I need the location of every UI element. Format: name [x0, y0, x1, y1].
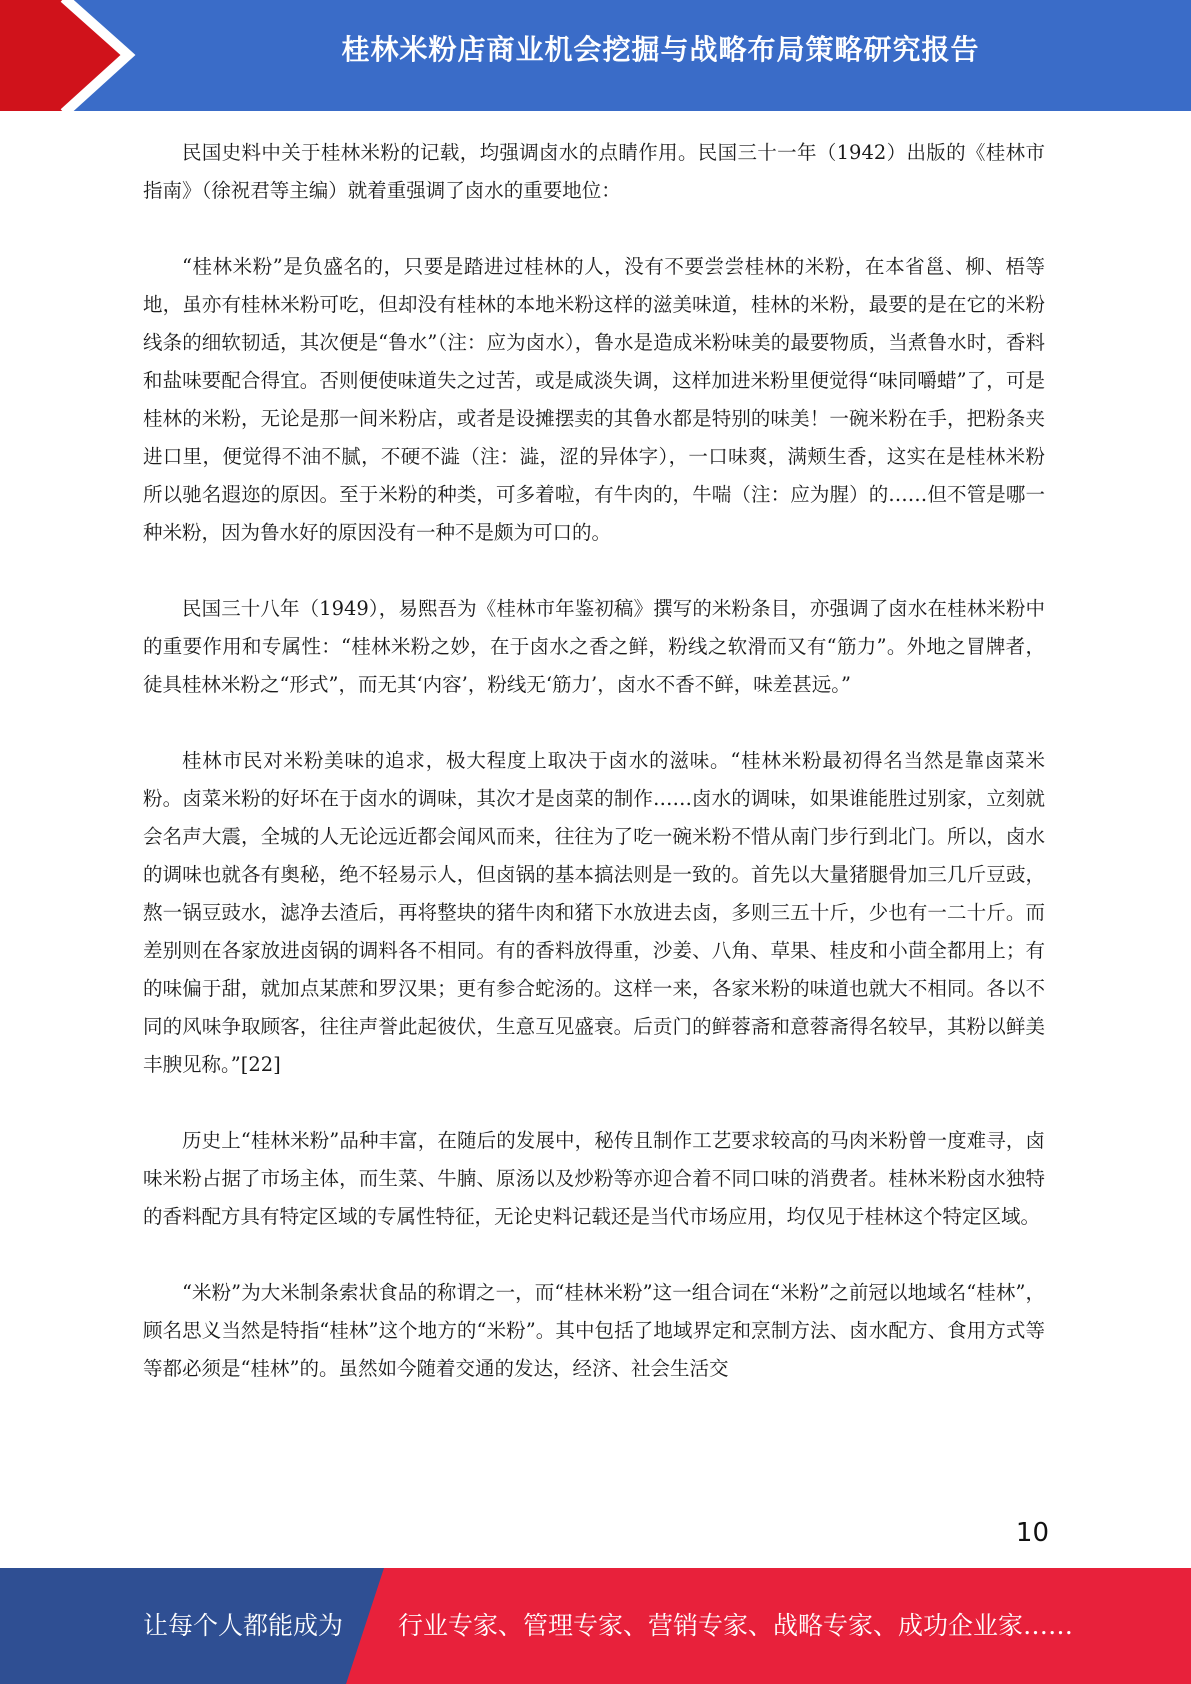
- paragraph: “米粉”为大米制条索状食品的称谓之一，而“桂林米粉”这一组合词在“米粉”之前冠以地域名“桂林”，顾名思义当然是特指“桂林”这个地方的“米粉”。其中包括了地域界定和烹制方法、卤水配方、食用方式等等都必须是“桂林”的。虽然如今随着交通的发达，经济、社会生活交: [143, 1281, 1045, 1380]
- footer-slogan-left: 让每个人都能成为: [143, 1611, 344, 1640]
- footer-slogan-right: 行业专家、管理专家、营销专家、战略专家、成功企业家……: [398, 1611, 1074, 1640]
- page-number: 10: [1015, 1518, 1049, 1548]
- paragraph: 桂林市民对米粉美味的追求，极大程度上取决于卤水的滋味。“桂林米粉最初得名当然是靠卤菜米粉。卤菜米粉的好坏在于卤水的调味，其次才是卤菜的制作……卤水的调味，如果谁能胜过别家，立刻就会名声大震，全城的人无论远近都会闻风而来，往往为了吃一碗米粉不惜从南门步行到北门。所以，卤水的调味也就各有奥秘，绝不轻易示人，但卤锅的基本搞法则是一致的。首先以大量猪腿骨加三几斤豆豉，熬一锅豆豉水，滤净去渣后，再将整块的猪牛肉和猪下水放进去卤，多则三五十斤，少也有一二十斤。而差别则在各家放进卤锅的调料各不相同。有的香料放得重，沙姜、八角、草果、桂皮和小茴全都用上；有的味偏于甜，就加点某蔗和罗汉果；更有参合蛇汤的。这样一来，各家米粉的味道也就大不相同。各以不同的风味争取顾客，往往声誉此起彼伏，生意互见盛衰。后贡门的鲜蓉斋和意蓉斋得名较早，其粉以鲜美丰腴见称。”[22]: [143, 749, 1045, 1076]
- paragraph: 民国三十八年（1949），易熙吾为《桂林市年鉴初稿》撰写的米粉条目，亦强调了卤水在桂林米粉中的重要作用和专属性：“桂林米粉之妙，在于卤水之香之鲜，粉线之软滑而又有“筋力”。外地之冒牌者，徒具桂林米粉之“形式”，而无其‘内容’，粉线无‘筋力’，卤水不香不鲜，味差甚远。”: [143, 597, 1045, 696]
- report-title: 桂林米粉店商业机会挖掘与战略布局策略研究报告: [341, 33, 980, 66]
- page-footer: [0, 1568, 1191, 1684]
- paragraph: 民国史料中关于桂林米粉的记载，均强调卤水的点睛作用。民国三十一年（1942）出版的《桂林市指南》（徐祝君等主编）就着重强调了卤水的重要地位：: [143, 141, 1045, 202]
- paragraph-quote: “桂林米粉”是负盛名的，只要是踏进过桂林的人，没有不要尝尝桂林的米粉，在本省邕、柳、梧等地，虽亦有桂林米粉可吃，但却没有桂林的本地米粉这样的滋美味道，桂林的米粉，最要的是在它的米粉线条的细软韧适，其次便是“鲁水”（注：应为卤水），鲁水是造成米粉味美的最要物质，当煮鲁水时，香料和盐味要配合得宜。否则便使味道失之过苦，或是咸淡失调，这样加进米粉里便觉得“味同嚼蜡”了，可是桂林的米粉，无论是那一间米粉店，或者是设摊摆卖的其鲁水都是特别的味美！一碗米粉在手，把粉条夹进口里，便觉得不油不腻，不硬不澁（注：澁，涩的异体字），一口味爽，满颊生香，这实在是桂林米粉所以驰名遐迩的原因。至于米粉的种类，可多着啦，有牛肉的，牛喘（注：应为腥）的……但不管是哪一种米粉，因为鲁水好的原因没有一种不是颇为可口的。: [143, 255, 1045, 544]
- paragraph: 历史上“桂林米粉”品种丰富，在随后的发展中，秘传且制作工艺要求较高的马肉米粉曾一度难寻，卤味米粉占据了市场主体，而生菜、牛腩、原汤以及炒粉等亦迎合着不同口味的消费者。桂林米粉卤水独特的香料配方具有特定区域的专属性特征，无论史料记载还是当代市场应用，均仅见于桂林这个特定区域。: [143, 1129, 1045, 1228]
- document-body: [143, 134, 1045, 1426]
- page-header: [0, 0, 1191, 111]
- header-chevron-decoration: [0, 0, 150, 111]
